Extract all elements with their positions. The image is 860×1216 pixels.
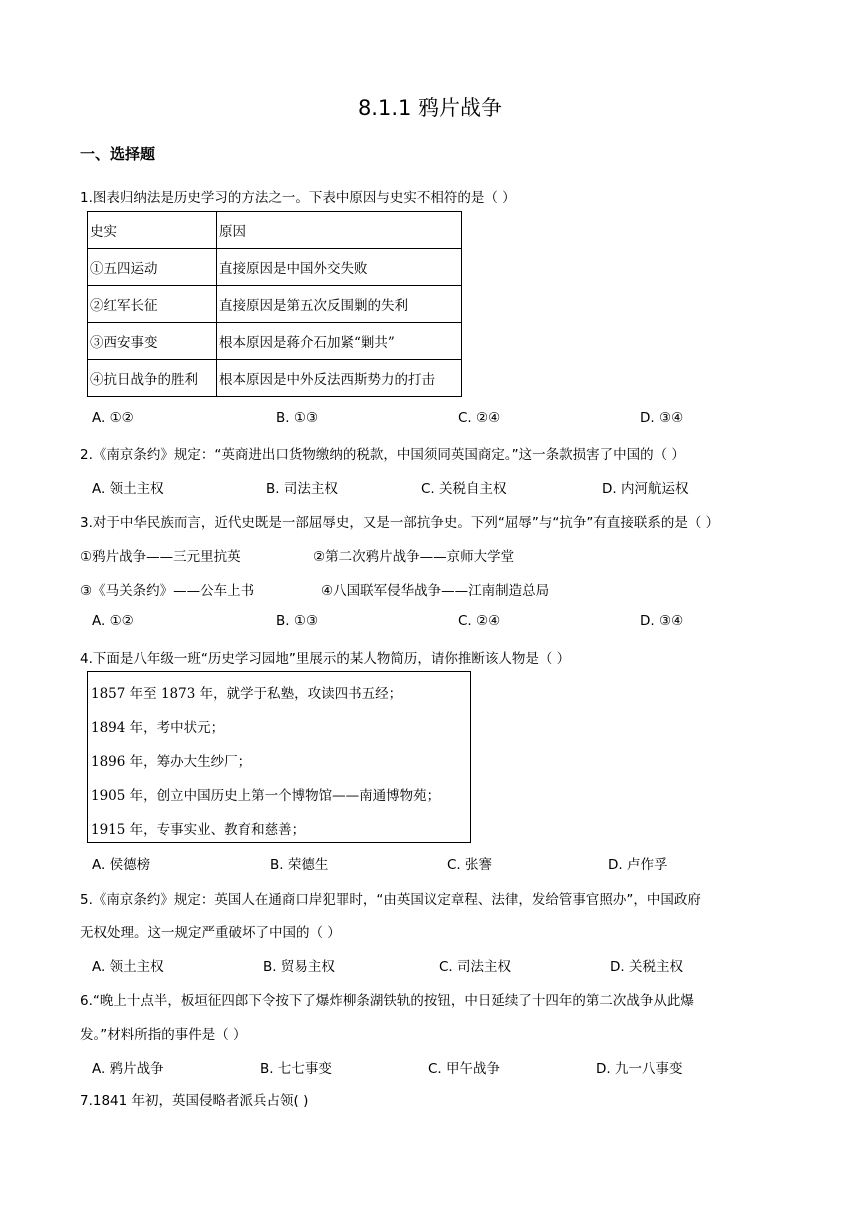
question-1-stem: 1.图表归纳法是历史学习的方法之一。下表中原因与史实不相符的是（ ） [80, 190, 516, 206]
question-4-option-d[interactable]: D. 卢作孚 [608, 857, 668, 873]
table-row [88, 323, 462, 360]
table-cell: 直接原因是中国外交失败 [217, 249, 462, 286]
table-row [88, 286, 462, 323]
question-6-stem-line-1: 6.“晚上十点半，板垣征四郎下令按下了爆炸柳条湖铁轨的按钮，中日延续了十四年的第二次战争从此爆 [80, 993, 694, 1009]
question-5-option-a[interactable]: A. 领土主权 [92, 959, 164, 975]
question-5-stem-line-2: 无权处理。这一规定严重破坏了中国的（ ） [80, 925, 341, 941]
page-title: 8.1.1 鸦片战争 [357, 96, 503, 120]
question-7-stem: 7.1841 年初，英国侵略者派兵占领( ) [80, 1093, 309, 1109]
question-3-item-2: ②第二次鸦片战争——京师大学堂 [313, 549, 515, 565]
question-3-option-c[interactable]: C. ②④ [458, 613, 501, 629]
table-row [88, 212, 462, 249]
question-4-stem: 4.下面是八年级一班“历史学习园地”里展示的某人物简历，请你推断该人物是（ ） [80, 651, 571, 667]
question-4-option-b[interactable]: B. 荣德生 [270, 857, 329, 873]
question-6-option-b[interactable]: B. 七七事变 [260, 1061, 332, 1077]
question-2-option-a[interactable]: A. 领土主权 [92, 481, 164, 497]
question-6-option-a[interactable]: A. 鸦片战争 [92, 1061, 164, 1077]
table-cell: 根本原因是蒋介石加紧“剿共” [217, 323, 462, 360]
table-header-cell: 史实 [88, 212, 217, 249]
bio-line: 1857 年至 1873 年，就学于私塾，攻读四书五经； [91, 686, 403, 702]
question-4-option-c[interactable]: C. 张謇 [447, 857, 493, 873]
question-3-item-1: ①鸦片战争——三元里抗英 [80, 549, 241, 565]
question-1-table [87, 211, 462, 397]
question-6-stem-line-2: 发。”材料所指的事件是（ ） [80, 1027, 247, 1043]
table-cell: 直接原因是第五次反围剿的失利 [217, 286, 462, 323]
question-3-option-d[interactable]: D. ③④ [640, 613, 684, 629]
question-2-option-b[interactable]: B. 司法主权 [266, 481, 338, 497]
question-1-option-d[interactable]: D. ③④ [640, 410, 684, 426]
question-2-option-d[interactable]: D. 内河航运权 [602, 481, 689, 497]
table-cell: 根本原因是中外反法西斯势力的打击 [217, 360, 462, 397]
question-1-option-a[interactable]: A. ①② [92, 410, 134, 426]
section-heading: 一、选择题 [80, 145, 156, 163]
question-3-item-3: ③《马关条约》——公车上书 [80, 583, 255, 599]
question-3-stem: 3.对于中华民族而言，近代史既是一部屈辱史，又是一部抗争史。下列“屈辱”与“抗争”有直接联系的是（ ） [80, 515, 720, 531]
question-1-option-b[interactable]: B. ①③ [276, 410, 319, 426]
table-cell: ②红军长征 [88, 286, 217, 323]
question-6-option-d[interactable]: D. 九一八事变 [596, 1061, 683, 1077]
question-2-option-c[interactable]: C. 关税自主权 [421, 481, 507, 497]
bio-line: 1905 年，创立中国历史上第一个博物馆——南通博物苑； [91, 788, 441, 804]
question-3-option-a[interactable]: A. ①② [92, 613, 134, 629]
table-header-cell: 原因 [217, 212, 462, 249]
question-3-option-b[interactable]: B. ①③ [276, 613, 319, 629]
question-3-item-4: ④八国联军侵华战争——江南制造总局 [321, 583, 550, 599]
question-4-option-a[interactable]: A. 侯德榜 [92, 857, 151, 873]
question-5-stem-line-1: 5.《南京条约》规定：英国人在通商口岸犯罪时，“由英国议定章程、法律，发给管事官照办”，中国政府 [80, 892, 701, 908]
bio-line: 1894 年，考中状元； [91, 720, 225, 736]
table-row [88, 360, 462, 397]
question-6-option-c[interactable]: C. 甲午战争 [428, 1061, 501, 1077]
bio-line: 1896 年，筹办大生纱厂； [91, 754, 252, 770]
table-cell: ③西安事变 [88, 323, 217, 360]
question-4-bio-box [87, 671, 471, 843]
question-5-option-d[interactable]: D. 关税主权 [610, 959, 683, 975]
bio-line: 1915 年，专事实业、教育和慈善； [91, 822, 306, 838]
question-5-option-b[interactable]: B. 贸易主权 [263, 959, 335, 975]
question-5-option-c[interactable]: C. 司法主权 [439, 959, 512, 975]
table-cell: ①五四运动 [88, 249, 217, 286]
table-row [88, 249, 462, 286]
question-1-option-c[interactable]: C. ②④ [458, 410, 501, 426]
table-cell: ④抗日战争的胜利 [88, 360, 217, 397]
question-2-stem: 2.《南京条约》规定：“英商进出口货物缴纳的税款，中国须同英国商定。”这一条款损害了中国的（ ） [80, 447, 685, 463]
